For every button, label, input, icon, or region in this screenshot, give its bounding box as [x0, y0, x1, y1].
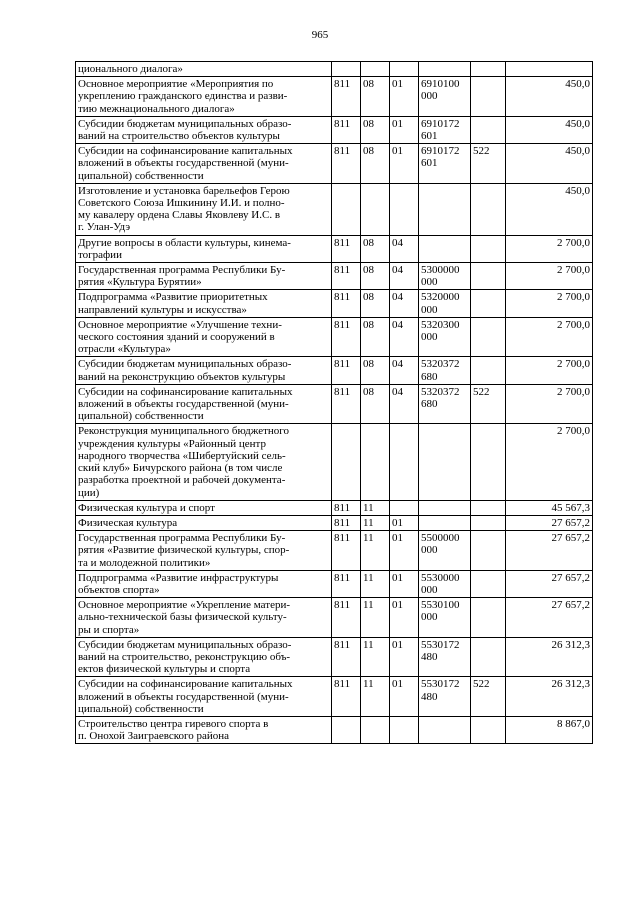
- amount-cell: 450,0: [506, 183, 593, 235]
- expense-type-cell: [471, 637, 506, 677]
- amount-cell: 27 657,2: [506, 570, 593, 597]
- amount-cell: 2 700,0: [506, 357, 593, 384]
- row-name-cell: Основное мероприятие «Укрепление матери- ально-технической базы физической культу- ры и спорта»: [76, 598, 332, 638]
- target-article-cell: 5320372 680: [419, 357, 471, 384]
- expense-type-cell: [471, 235, 506, 262]
- row-name-cell: Другие вопросы в области культуры, кинема- тографии: [76, 235, 332, 262]
- row-name-cell: Физическая культура: [76, 515, 332, 530]
- grbs-code-cell: [332, 716, 361, 743]
- subsection-code-cell: 01: [390, 677, 419, 717]
- expense-type-cell: 522: [471, 144, 506, 184]
- expense-type-cell: [471, 116, 506, 143]
- grbs-code-cell: 811: [332, 357, 361, 384]
- row-name-cell: Государственная программа Республики Бу- рятия «Развитие физической культуры, спор- та и молодежной политики»: [76, 531, 332, 571]
- row-name-cell: Строительство центра гиревого спорта в п. Онохой Заиграевского района: [76, 716, 332, 743]
- table-row: [76, 570, 593, 597]
- subsection-code-cell: 04: [390, 357, 419, 384]
- section-code-cell: [361, 716, 390, 743]
- grbs-code-cell: 811: [332, 384, 361, 424]
- amount-cell: 2 700,0: [506, 235, 593, 262]
- table-row: [76, 598, 593, 638]
- section-code-cell: [361, 183, 390, 235]
- section-code-cell: 11: [361, 637, 390, 677]
- expense-type-cell: [471, 290, 506, 317]
- expense-type-cell: [471, 598, 506, 638]
- row-name-cell: Субсидии на софинансирование капитальных вложений в объекты государственной (муни- ципальной) собственности: [76, 677, 332, 717]
- row-name-cell: Основное мероприятие «Мероприятия по укреплению гражданского единства и разви- тию межнационального диалога»: [76, 77, 332, 117]
- target-article-cell: [419, 235, 471, 262]
- subsection-code-cell: 01: [390, 77, 419, 117]
- row-name-cell: Основное мероприятие «Улучшение техни- ческого состояния зданий и сооружений в отрасли «Культура»: [76, 317, 332, 357]
- grbs-code-cell: 811: [332, 144, 361, 184]
- section-code-cell: 08: [361, 116, 390, 143]
- table-row: [76, 290, 593, 317]
- section-code-cell: 11: [361, 570, 390, 597]
- target-article-cell: 5320000 000: [419, 290, 471, 317]
- amount-cell: 26 312,3: [506, 637, 593, 677]
- grbs-code-cell: 811: [332, 515, 361, 530]
- target-article-cell: 5530172 480: [419, 677, 471, 717]
- subsection-code-cell: [390, 716, 419, 743]
- row-name-cell: Физическая культура и спорт: [76, 500, 332, 515]
- amount-cell: 27 657,2: [506, 598, 593, 638]
- section-code-cell: 11: [361, 677, 390, 717]
- target-article-cell: [419, 716, 471, 743]
- section-code-cell: 08: [361, 144, 390, 184]
- target-article-cell: 5530100 000: [419, 598, 471, 638]
- grbs-code-cell: [332, 183, 361, 235]
- table-row: [76, 637, 593, 677]
- section-code-cell: 11: [361, 515, 390, 530]
- amount-cell: 8 867,0: [506, 716, 593, 743]
- expense-type-cell: [471, 500, 506, 515]
- expense-type-cell: [471, 531, 506, 571]
- grbs-code-cell: 811: [332, 677, 361, 717]
- subsection-code-cell: 04: [390, 235, 419, 262]
- target-article-cell: [419, 62, 471, 77]
- target-article-cell: [419, 424, 471, 500]
- page-number: 965: [311, 29, 329, 41]
- expense-type-cell: [471, 77, 506, 117]
- expense-type-cell: [471, 317, 506, 357]
- target-article-cell: 5300000 000: [419, 263, 471, 290]
- table-row: [76, 183, 593, 235]
- table-row: [76, 77, 593, 117]
- grbs-code-cell: 811: [332, 598, 361, 638]
- expense-type-cell: [471, 263, 506, 290]
- amount-cell: 450,0: [506, 77, 593, 117]
- grbs-code-cell: 811: [332, 500, 361, 515]
- table-row: [76, 144, 593, 184]
- target-article-cell: 5320300 000: [419, 317, 471, 357]
- subsection-code-cell: 04: [390, 317, 419, 357]
- subsection-code-cell: 01: [390, 144, 419, 184]
- grbs-code-cell: 811: [332, 263, 361, 290]
- amount-cell: 27 657,2: [506, 531, 593, 571]
- row-name-cell: Подпрограмма «Развитие приоритетных направлений культуры и искусства»: [76, 290, 332, 317]
- amount-cell: 450,0: [506, 144, 593, 184]
- subsection-code-cell: 01: [390, 570, 419, 597]
- expense-type-cell: [471, 357, 506, 384]
- row-name-cell: Реконструкция муниципального бюджетного учреждения культуры «Районный центр народного творчества «Шибертуйский сель- ский клуб» Бичурского района (в том числе разработка проектной и рабочей документа- ции): [76, 424, 332, 500]
- row-name-cell: Изготовление и установка барельефов Герою Советского Союза Ишкинину И.И. и полно- му кавалеру ордена Славы Яковлеву И.С. в г. Улан-Удэ: [76, 183, 332, 235]
- expense-type-cell: [471, 716, 506, 743]
- expense-type-cell: [471, 183, 506, 235]
- budget-table: [75, 61, 593, 744]
- grbs-code-cell: 811: [332, 637, 361, 677]
- section-code-cell: 11: [361, 598, 390, 638]
- section-code-cell: 08: [361, 77, 390, 117]
- table-row: [76, 515, 593, 530]
- row-name-cell: ционального диалога»: [76, 62, 332, 77]
- target-article-cell: 5530172 480: [419, 637, 471, 677]
- row-name-cell: Субсидии на софинансирование капитальных вложений в объекты государственной (муни- ципальной) собственности: [76, 384, 332, 424]
- section-code-cell: 11: [361, 531, 390, 571]
- amount-cell: 2 700,0: [506, 317, 593, 357]
- subsection-code-cell: 01: [390, 515, 419, 530]
- amount-cell: 27 657,2: [506, 515, 593, 530]
- expense-type-cell: 522: [471, 677, 506, 717]
- table-row: [76, 263, 593, 290]
- amount-cell: 2 700,0: [506, 424, 593, 500]
- grbs-code-cell: 811: [332, 570, 361, 597]
- section-code-cell: 08: [361, 357, 390, 384]
- subsection-code-cell: 01: [390, 531, 419, 571]
- table-row: [76, 116, 593, 143]
- grbs-code-cell: 811: [332, 116, 361, 143]
- expense-type-cell: [471, 62, 506, 77]
- section-code-cell: [361, 424, 390, 500]
- row-name-cell: Субсидии бюджетам муниципальных образо- ваний на строительство объектов культуры: [76, 116, 332, 143]
- table-row: [76, 677, 593, 717]
- target-article-cell: 5320372 680: [419, 384, 471, 424]
- row-name-cell: Субсидии на софинансирование капитальных вложений в объекты государственной (муни- ципальной) собственности: [76, 144, 332, 184]
- grbs-code-cell: [332, 424, 361, 500]
- expense-type-cell: [471, 515, 506, 530]
- amount-cell: 2 700,0: [506, 290, 593, 317]
- subsection-code-cell: [390, 500, 419, 515]
- subsection-code-cell: [390, 62, 419, 77]
- subsection-code-cell: 04: [390, 290, 419, 317]
- subsection-code-cell: 01: [390, 598, 419, 638]
- table-row: [76, 317, 593, 357]
- target-article-cell: 6910172 601: [419, 116, 471, 143]
- section-code-cell: 08: [361, 263, 390, 290]
- expense-type-cell: [471, 570, 506, 597]
- row-name-cell: Субсидии бюджетам муниципальных образо- ваний на реконструкцию объектов культуры: [76, 357, 332, 384]
- section-code-cell: 11: [361, 500, 390, 515]
- subsection-code-cell: 04: [390, 384, 419, 424]
- table-row: [76, 500, 593, 515]
- grbs-code-cell: 811: [332, 531, 361, 571]
- expense-type-cell: 522: [471, 384, 506, 424]
- amount-cell: 2 700,0: [506, 384, 593, 424]
- expense-type-cell: [471, 424, 506, 500]
- table-row: [76, 531, 593, 571]
- section-code-cell: 08: [361, 290, 390, 317]
- section-code-cell: 08: [361, 317, 390, 357]
- table-row: [76, 716, 593, 743]
- subsection-code-cell: 01: [390, 637, 419, 677]
- table-row: [76, 235, 593, 262]
- table-row: [76, 424, 593, 500]
- table-row: [76, 384, 593, 424]
- target-article-cell: 6910172 601: [419, 144, 471, 184]
- target-article-cell: [419, 183, 471, 235]
- target-article-cell: 5500000 000: [419, 531, 471, 571]
- grbs-code-cell: 811: [332, 77, 361, 117]
- subsection-code-cell: [390, 183, 419, 235]
- subsection-code-cell: 01: [390, 116, 419, 143]
- target-article-cell: [419, 515, 471, 530]
- section-code-cell: [361, 62, 390, 77]
- grbs-code-cell: 811: [332, 290, 361, 317]
- subsection-code-cell: 04: [390, 263, 419, 290]
- budget-table-body: [76, 62, 593, 744]
- subsection-code-cell: [390, 424, 419, 500]
- grbs-code-cell: [332, 62, 361, 77]
- amount-cell: 26 312,3: [506, 677, 593, 717]
- row-name-cell: Подпрограмма «Развитие инфраструктуры объектов спорта»: [76, 570, 332, 597]
- target-article-cell: [419, 500, 471, 515]
- amount-cell: 450,0: [506, 116, 593, 143]
- grbs-code-cell: 811: [332, 235, 361, 262]
- target-article-cell: 5530000 000: [419, 570, 471, 597]
- row-name-cell: Субсидии бюджетам муниципальных образо- ваний на строительство, реконструкцию объ- ектов физической культуры и спорта: [76, 637, 332, 677]
- amount-cell: 2 700,0: [506, 263, 593, 290]
- row-name-cell: Государственная программа Республики Бу- рятия «Культура Бурятии»: [76, 263, 332, 290]
- table-row: [76, 357, 593, 384]
- amount-cell: 45 567,3: [506, 500, 593, 515]
- grbs-code-cell: 811: [332, 317, 361, 357]
- table-row: [76, 62, 593, 77]
- section-code-cell: 08: [361, 235, 390, 262]
- section-code-cell: 08: [361, 384, 390, 424]
- amount-cell: [506, 62, 593, 77]
- target-article-cell: 6910100 000: [419, 77, 471, 117]
